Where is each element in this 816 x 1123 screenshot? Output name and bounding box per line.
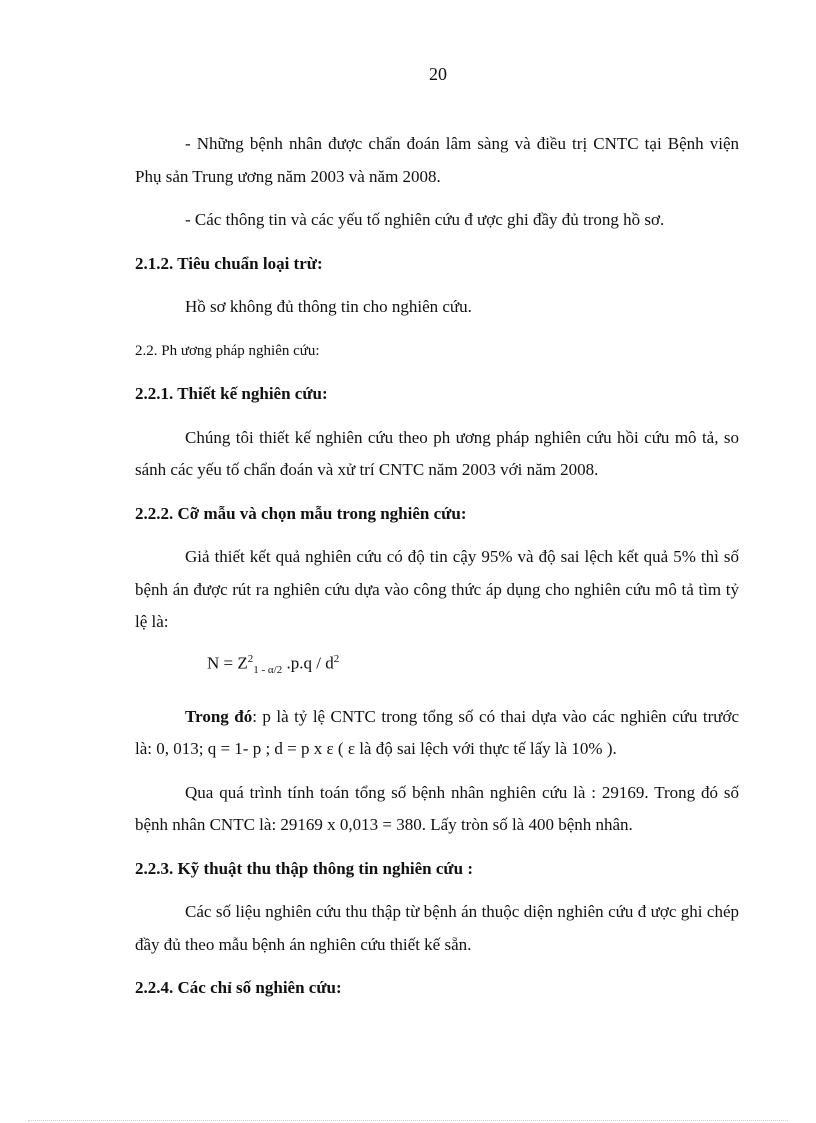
- sample-size-formula: [135, 639, 739, 690]
- where-label: Trong đó: [185, 706, 253, 726]
- paragraph-where: [135, 701, 739, 766]
- where-text: : p là tỷ lệ CNTC trong tổng số có thai dựa vào các nghiên cứu trước là: 0, 013; q = 1- p ; d = p x ε ( ε là độ sai lệch với thực tế lấy là 10% ).: [135, 706, 739, 759]
- paragraph-calculation: Qua quá trình tính toán tổng số bệnh nhân nghiên cứu là : 29169. Trong đó số bệnh nhân CNTC là: 29169 x 0,013 = 380. Lấy tròn số là 400 bệnh nhân.: [135, 782, 739, 835]
- heading-2-2-3: 2.2.3. Kỹ thuật thu thập thông tin nghiên cứu :: [135, 858, 473, 878]
- heading-2-2-4: 2.2.4. Các chỉ số nghiên cứu:: [135, 978, 342, 998]
- paragraph-inclusion-patients: - Những bệnh nhân được chẩn đoán lâm sàng và điều trị CNTC tại Bệnh viện Phụ sản Trung ương năm 2003 và năm 2008.: [135, 134, 739, 186]
- formula-exponent: 2: [247, 652, 254, 665]
- heading-2-2-1: 2.2.1. Thiết kế nghiên cứu:: [135, 384, 328, 403]
- paragraph-inclusion-records: - Các thông tin và các yếu tố nghiên cứu đ ược ghi đầy đủ trong hồ sơ.: [185, 210, 665, 229]
- paragraph-study-design: Chúng tôi thiết kế nghiên cứu theo ph ương pháp nghiên cứu hồi cứu mô tả, so sánh các yếu tố chẩn đoán và xử trí CNTC năm 2003 với năm 2008.: [135, 427, 739, 479]
- heading-2-1-2: 2.1.2. Tiêu chuẩn loại trừ:: [135, 253, 323, 273]
- heading-2-2-2: 2.2.2. Cỡ mẫu và chọn mẫu trong nghiên cứu:: [135, 503, 467, 523]
- document-body: [135, 128, 739, 1005]
- paragraph-sample-size: Giả thiết kết quả nghiên cứu có độ tin cậy 95% và độ sai lệch kết quả 5% thì số bệnh án được rút ra nghiên cứu dựa vào công thức áp dụng cho nghiên cứu mô tả tìm tỷ lệ là:: [135, 547, 739, 631]
- bottom-divider: [28, 1120, 788, 1121]
- paragraph-exclusion: Hồ sơ không đủ thông tin cho nghiên cứu.: [185, 297, 472, 316]
- page-number: 20: [429, 64, 447, 84]
- formula-d-exponent: 2: [333, 652, 340, 665]
- formula-lhs: N = Z: [207, 653, 248, 673]
- formula-rhs: .p.q / d: [282, 653, 334, 673]
- formula-subscript: 1 - α/2: [253, 663, 283, 676]
- heading-2-2: 2.2. Ph ương pháp nghiên cứu:: [135, 342, 320, 359]
- paragraph-data-collection: Các số liệu nghiên cứu thu thập từ bệnh án thuộc diện nghiên cứu đ ược ghi chép đầy đủ theo mẫu bệnh án nghiên cứu thiết kế sẵn.: [135, 902, 739, 954]
